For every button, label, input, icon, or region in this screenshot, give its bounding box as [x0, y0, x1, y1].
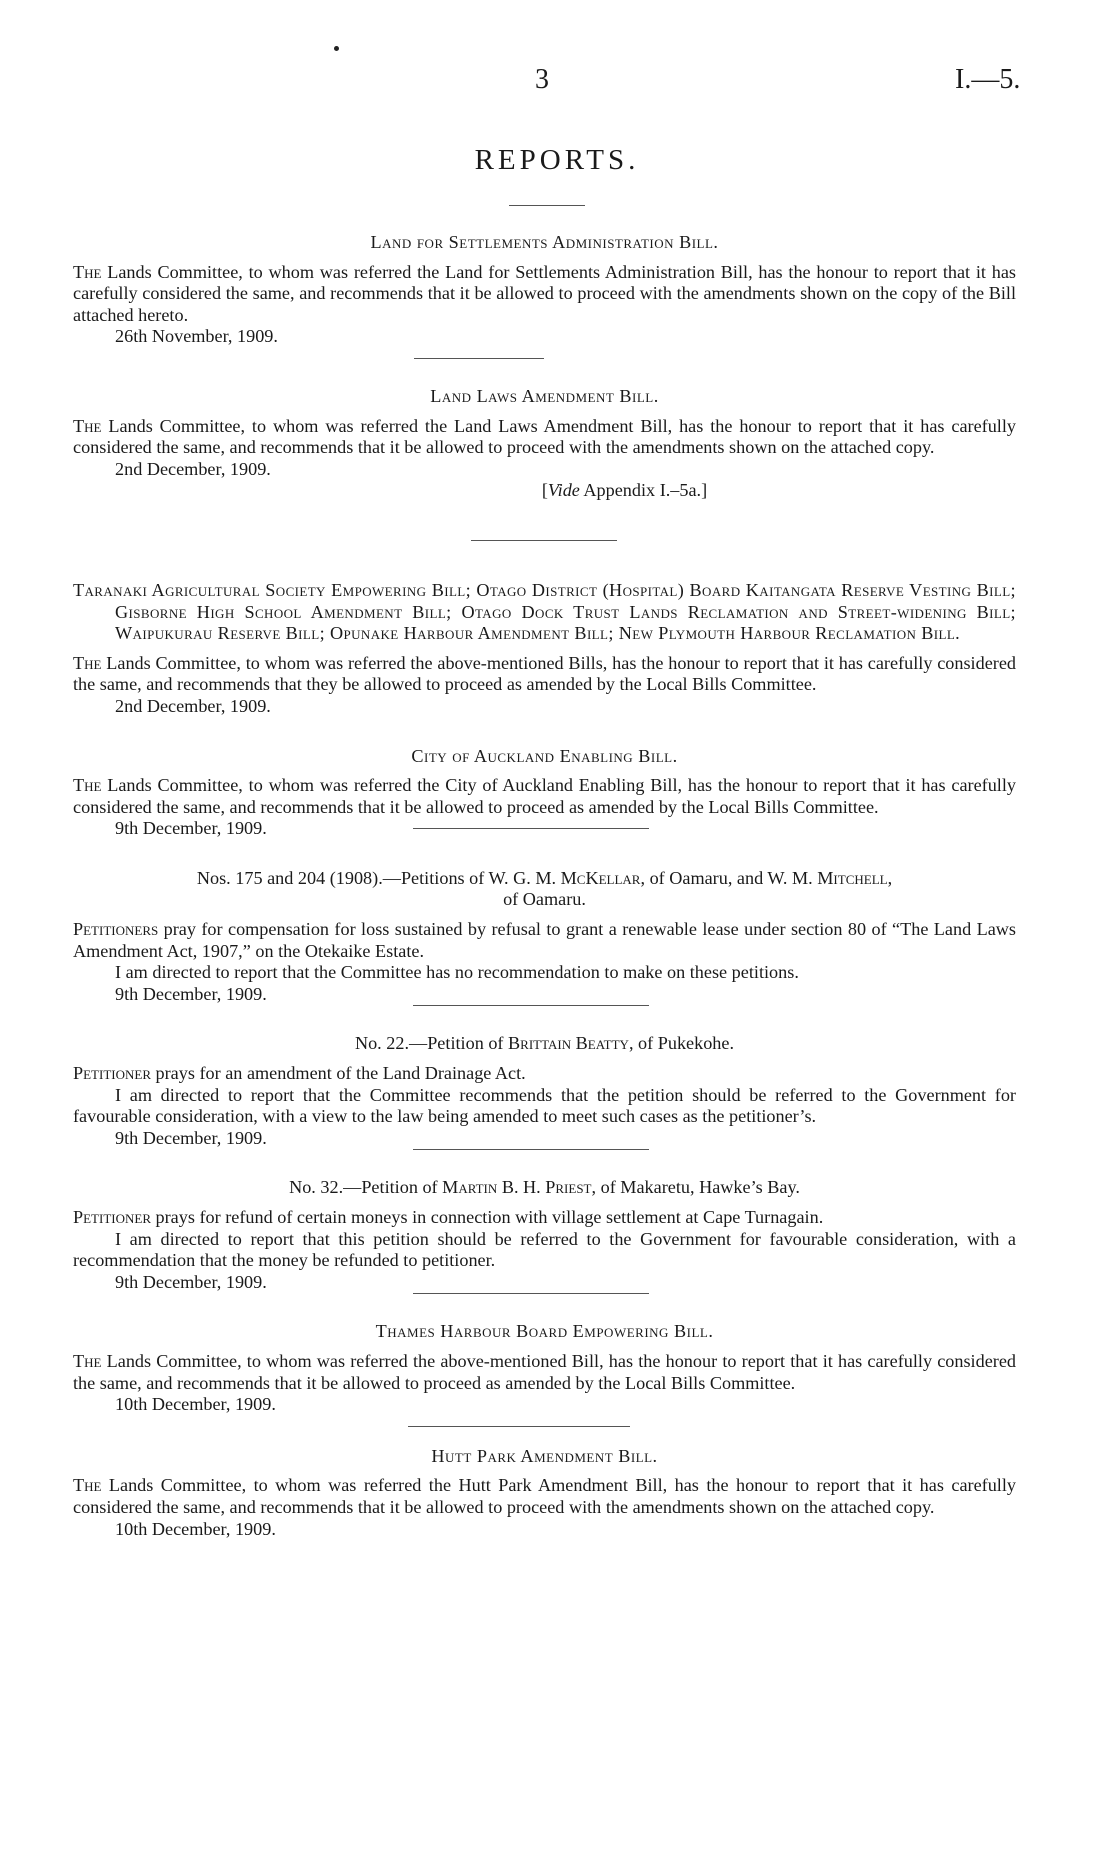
section-heading: No. 22.—Petition of Brittain Beatty, of Pukekohe.: [354, 1033, 735, 1054]
reports-content: [73, 232, 1016, 1540]
body-text: prays for refund of certain moneys in connection with village settlement at Cape Turnagain.: [150, 1207, 824, 1227]
body-lead: The: [73, 775, 102, 796]
report-section: [73, 232, 1016, 348]
section-body: [73, 1475, 1016, 1518]
ink-dot: [334, 46, 339, 51]
section-body: [73, 919, 1016, 962]
section-divider: [471, 540, 617, 541]
section-divider: [413, 1005, 649, 1006]
section-heading: Hutt Park Amendment Bill.: [431, 1445, 658, 1466]
section-date: 10th December, 1909.: [115, 1518, 276, 1539]
page-number: 3: [535, 64, 549, 95]
body-lead: The: [73, 415, 102, 436]
section-divider: [408, 1426, 630, 1427]
section-body: [73, 653, 1016, 696]
section-body-continued: I am directed to report that the Committee recommends that the petition should be referred to the Government for favourable consideration, with a view to the law being amended to meet such cases as the petitioner’s.: [73, 1084, 1016, 1127]
section-body: [73, 262, 1016, 327]
section-divider: [414, 358, 544, 359]
section-date: 2nd December, 1909.: [115, 695, 271, 716]
section-heading: Taranaki Agricultural Society Empowering Bill; Otago District (Hospital) Board Kaitangata Reserve Vesting Bill; Gisborne High School Amendment Bill; Otago Dock Trust Lands Reclamation and Street-widening Bill; Waipukurau Reserve Bill; Opunake Harbour Amendment Bill; New Plymouth Harbour Reclamation Bill.: [73, 579, 1016, 644]
document-reference: I.—5.: [955, 64, 1021, 95]
body-text: Lands Committee, to whom was referred the Hutt Park Amendment Bill, has the honour to report that it has carefully considered the same, and recommends that it be allowed to proceed with the amendments shown on the attached copy.: [73, 1475, 1016, 1517]
body-text: Lands Committee, to whom was referred the Land Laws Amendment Bill, has the honour to report that it has carefully considered the same, and recommends that it be allowed to proceed with the amendments shown on the attached copy.: [73, 415, 1016, 458]
appendix-reference: [Vide Appendix I.–5a.]: [541, 480, 708, 501]
section-heading: Land for Settlements Administration Bill.: [370, 232, 719, 252]
section-divider: [413, 828, 649, 829]
section-body: [73, 416, 1016, 459]
section-date: 9th December, 1909.: [115, 818, 267, 839]
page-title: REPORTS.: [474, 144, 640, 176]
body-text: pray for compensation for loss sustained by refusal to grant a renewable lease under section 80 of “The Land Laws Amendment Act, 1907,” on the Otekaike Estate.: [73, 919, 1016, 961]
section-body: [73, 1207, 1016, 1229]
body-lead: Petitioners: [73, 919, 159, 940]
body-lead: Petitioner: [73, 1063, 151, 1084]
body-lead: The: [73, 1350, 102, 1371]
section-date: 2nd December, 1909.: [115, 458, 271, 479]
report-section: [73, 386, 1016, 502]
body-text: Lands Committee, to whom was referred the Land for Settlements Administration Bill, has the honour to report that it has carefully considered the same, and recommends that it be allowed to proceed with the amendments shown on the copy of the Bill attached hereto.: [73, 261, 1016, 325]
title-rule: [509, 205, 585, 206]
section-heading: Thames Harbour Board Empowering Bill.: [375, 1321, 714, 1342]
section-heading: City of Auckland Enabling Bill.: [411, 745, 678, 766]
section-heading: No. 32.—Petition of Martin B. H. Priest, of Makaretu, Hawke’s Bay.: [289, 1177, 800, 1198]
section-heading: Land Laws Amendment Bill.: [430, 385, 659, 406]
section-date: 26th November, 1909.: [115, 326, 278, 347]
section-divider: [413, 1293, 649, 1294]
body-text: Lands Committee, to whom was referred the City of Auckland Enabling Bill, has the honour to report that it has carefully considered the same, and recommends that it be allowed to proceed as amended by the Local Bills Committee.: [73, 775, 1016, 817]
section-body: [73, 1063, 1016, 1085]
body-text: prays for an amendment of the Land Drainage Act.: [150, 1063, 526, 1084]
body-text: Lands Committee, to whom was referred the above-mentioned Bills, has the honour to report that it has carefully considered the same, and recommends that they be allowed to proceed as amended by the Local Bills Committee.: [73, 652, 1016, 695]
section-date: 9th December, 1909.: [115, 1127, 267, 1148]
report-section: [73, 1177, 1016, 1293]
section-date: 9th December, 1909.: [115, 1271, 267, 1292]
body-lead: The: [73, 261, 102, 282]
report-section: [73, 1033, 1016, 1149]
section-body-continued: I am directed to report that this petition should be referred to the Government for favourable consideration, with a recommendation that the money be refunded to petitioner.: [73, 1228, 1016, 1271]
section-heading-continued: of Oamaru.: [503, 889, 586, 910]
section-date: 10th December, 1909.: [115, 1394, 276, 1415]
body-lead: Petitioner: [73, 1207, 151, 1227]
section-body-continued: I am directed to report that the Committee has no recommendation to make on these petitions.: [115, 962, 799, 983]
body-lead: The: [73, 1475, 102, 1496]
report-section: [73, 1446, 1016, 1540]
section-date: 9th December, 1909.: [115, 983, 267, 1004]
section-body: [73, 1351, 1016, 1394]
report-section: [73, 1321, 1016, 1415]
report-section: [73, 580, 1016, 718]
section-divider: [413, 1149, 649, 1150]
body-text: Lands Committee, to whom was referred the above-mentioned Bill, has the honour to report that it has carefully considered the same, and recommends that it be allowed to proceed as amended by the Local Bills Committee.: [73, 1350, 1016, 1393]
section-heading: Nos. 175 and 204 (1908).—Petitions of W. G. M. McKellar, of Oamaru, and W. M. Mitchell,: [196, 867, 893, 888]
section-body: [73, 775, 1016, 818]
report-section: [73, 868, 1016, 1006]
body-lead: The: [73, 652, 102, 673]
